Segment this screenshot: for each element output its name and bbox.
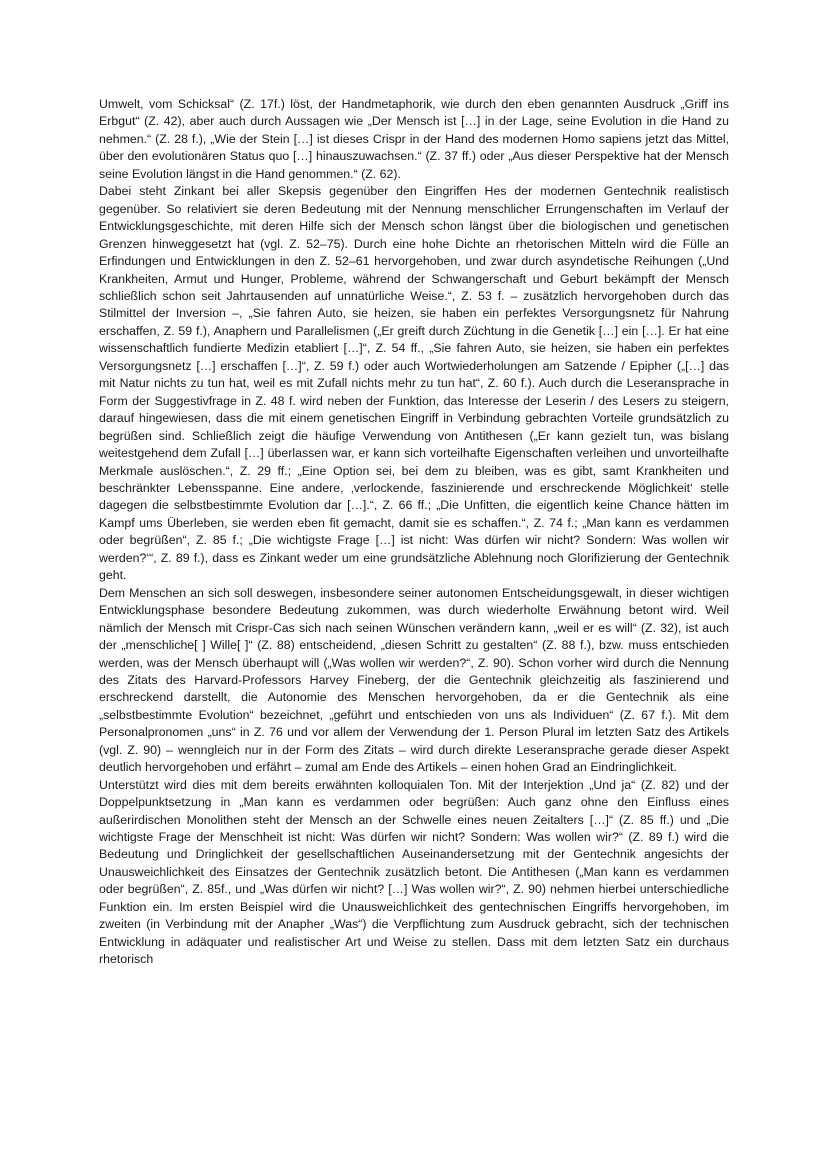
document-page [99, 96, 729, 969]
paragraph-autonomie: Dem Menschen an sich soll deswegen, insbesondere seiner autonomen Entscheidungsgewalt, in dieser wichtigen Entwicklungsphase besondere Bedeutung zukommen, was durch wiederholte Erwähnung betont wird. Weil nämlich der Mensch mit Crispr-Cas sich nach seinen Wünschen verändern kann, „weil er es will“ (Z. 32), ist auch der „menschliche[ ] Wille[ ]“ (Z. 88) entscheidend, „diesen Schritt zu gestalten“ (Z. 88 f.), bzw. muss entschieden werden, was der Mensch überhaupt will („Was wollen wir werden?“, Z. 90). Schon vorher wird durch die Nennung des Zitats des Harvard-Professors Harvey Fineberg, der die Gentechnik gleichzeitig als faszinierend und erschreckend darstellt, die Autonomie des Menschen hervorgehoben, da er die Gentechnik als eine „selbstbestimmte Evolution“ bezeichnet, „geführt und entschieden von uns als Individuen“ (Z. 67 f.). Mit dem Personalpronomen „uns“ in Z. 76 und vor allem der Verwendung der 1. Person Plural im letzten Satz des Artikels (vgl. Z. 90) – wenngleich nur in der Form des Zitats – wird durch direkte Leseransprache gerade dieser Aspekt deutlich hervorgehoben und erfährt – zumal am Ende des Artikels – einen hohen Grad an Eindringlichkeit. [99, 585, 729, 775]
paragraph-handmetaphorik: Umwelt, vom Schicksal“ (Z. 17f.) löst, der Handmetaphorik, wie durch den eben genannten Ausdruck „Griff ins Erbgut“ (Z. 42), aber auch durch Aussagen wie „Der Mensch ist […] in der Lage, seine Evolution in die Hand zu nehmen.“ (Z. 28 f.), „Wie der Stein […] ist dieses Crispr in der Hand des modernen Homo sapiens jetzt das Mittel, über den evolutionären Status quo […] hinauszuwachsen.“ (Z. 37 ff.) oder „Aus dieser Perspektive hat der Mensch seine Evolution längst in die Hand genommen.“ (Z. 62). [99, 97, 729, 181]
paragraph-rhetorische-mittel: Dabei steht Zinkant bei aller Skepsis gegenüber den Eingriffen Hes der modernen Gentechnik realistisch gegenüber. So relativiert sie deren Bedeutung mit der Nennung menschlicher Errungenschaften im Verlauf der Entwicklungsgeschichte, mit deren Hilfe sich der Mensch schon längst über die biologischen und genetischen Grenzen hinweggesetzt hat (vgl. Z. 52–75). Durch eine hohe Dichte an rhetorischen Mitteln wird die Fülle an Erfindungen und Entwicklungen in den Z. 52–61 hervorgehoben, und zwar durch asyndetische Reihungen („Und Krankheiten, Armut und Hunger, Probleme, während der Schwangerschaft und Geburt bekämpft der Mensch schließlich schon seit Jahrtausenden auf unnatürliche Weise.“, Z. 53 f. – zusätzlich hervorgehoben durch das Stilmittel der Inversion –, „Sie fahren Auto, sie heizen, sie haben ein perfektes Versorgungsnetz für Nahrung erschaffen, Z. 59 f.), Anaphern und Parallelismen („Er greift durch Züchtung in die Genetik […] ein […]. Er hat eine wissenschaftlich fundierte Medizin etabliert […]“, Z. 54 ff., „Sie fahren Auto, sie heizen, sie haben ein perfektes Versorgungsnetz […] erschaffen […]“, Z. 59 f.) oder auch Wortwiederholungen am Satzende / Epipher („[…] das mit Natur nichts zu tun hat, weil es mit Zufall nichts mehr zu tun hat“, Z. 60 f.). Auch durch die Leseransprache in Form der Suggestivfrage in Z. 48 f. wird neben der Funktion, das Interesse der Leserin / des Lesers zu steigern, darauf hingewiesen, dass die mit einem genetischen Eingriff in Verbindung gebrachten Vorteile grundsätzlich zu begrüßen sind. Schließlich zeigt die häufige Verwendung von Antithesen („Er kann gezielt tun, was bislang weitestgehend dem Zufall […] überlassen war, er kann sich vorteilhafte Eigenschaften verleihen und unvorteilhafte Merkmale auslöschen.“, Z. 29 ff.; „Eine Option sei, bei dem zu bleiben, was es gibt, samt Krankheiten und beschränkter Lebensspanne. Eine andere, ‚verlockende, faszinierende und erschreckende Möglichkeit‘ stelle dagegen die selbstbestimmte Evolution dar […].“, Z. 66 ff.; „Die Unfitten, die eigentlich keine Chance hätten im Kampf ums Überleben, sie werden eben fit gemacht, damit sie es schaffen.“, Z. 74 f.; „Man kann es verdammen oder begrüßen“, Z. 85 f.; „Die wichtigste Frage […] ist nicht: Was dürfen wir nicht? Sondern: Was wollen wir werden?‘“, Z. 89 f.), dass es Zinkant weder um eine grundsätzliche Ablehnung noch Glorifizierung der Gentechnik geht. [99, 184, 729, 583]
paragraph-kolloquialer-ton: Unterstützt wird dies mit dem bereits erwähnten kolloquialen Ton. Mit der Interjektion „Und ja“ (Z. 82) und der Doppelpunktsetzung in „Man kann es verdammen oder begrüßen: Auch ganz ohne den Einfluss eines außerirdischen Monolithen steht der Mensch an der Schwelle eines neuen Zeitalters […]“ (Z. 85 ff.) und „Die wichtigste Frage der Menschheit ist nicht: Was dürfen wir nicht? Sondern: Was wollen wir?“ (Z. 89 f.) wird die Bedeutung und Dringlichkeit der gesellschaftlichen Auseinandersetzung mit der Gentechnik angesichts der Unausweichlichkeit des Einsatzes der Gentechnik zusätzlich betont. Die Antithesen („Man kann es verdammen oder begrüßen“, Z. 85f., und „Was dürfen wir nicht? […] Was wollen wir?“, Z. 90) nehmen hierbei unterschiedliche Funktion ein. Im ersten Beispiel wird die Unausweichlichkeit des gentechnischen Eingriffs hervorgehoben, im zweiten (in Verbindung mit der Anapher „Was“) die Verpflichtung zum Ausdruck gebracht, sich der technischen Entwicklung in adäquater und realistischer Art und Weise zu stellen. Dass mit dem letzten Satz ein durchaus rhetorisch [99, 777, 729, 967]
